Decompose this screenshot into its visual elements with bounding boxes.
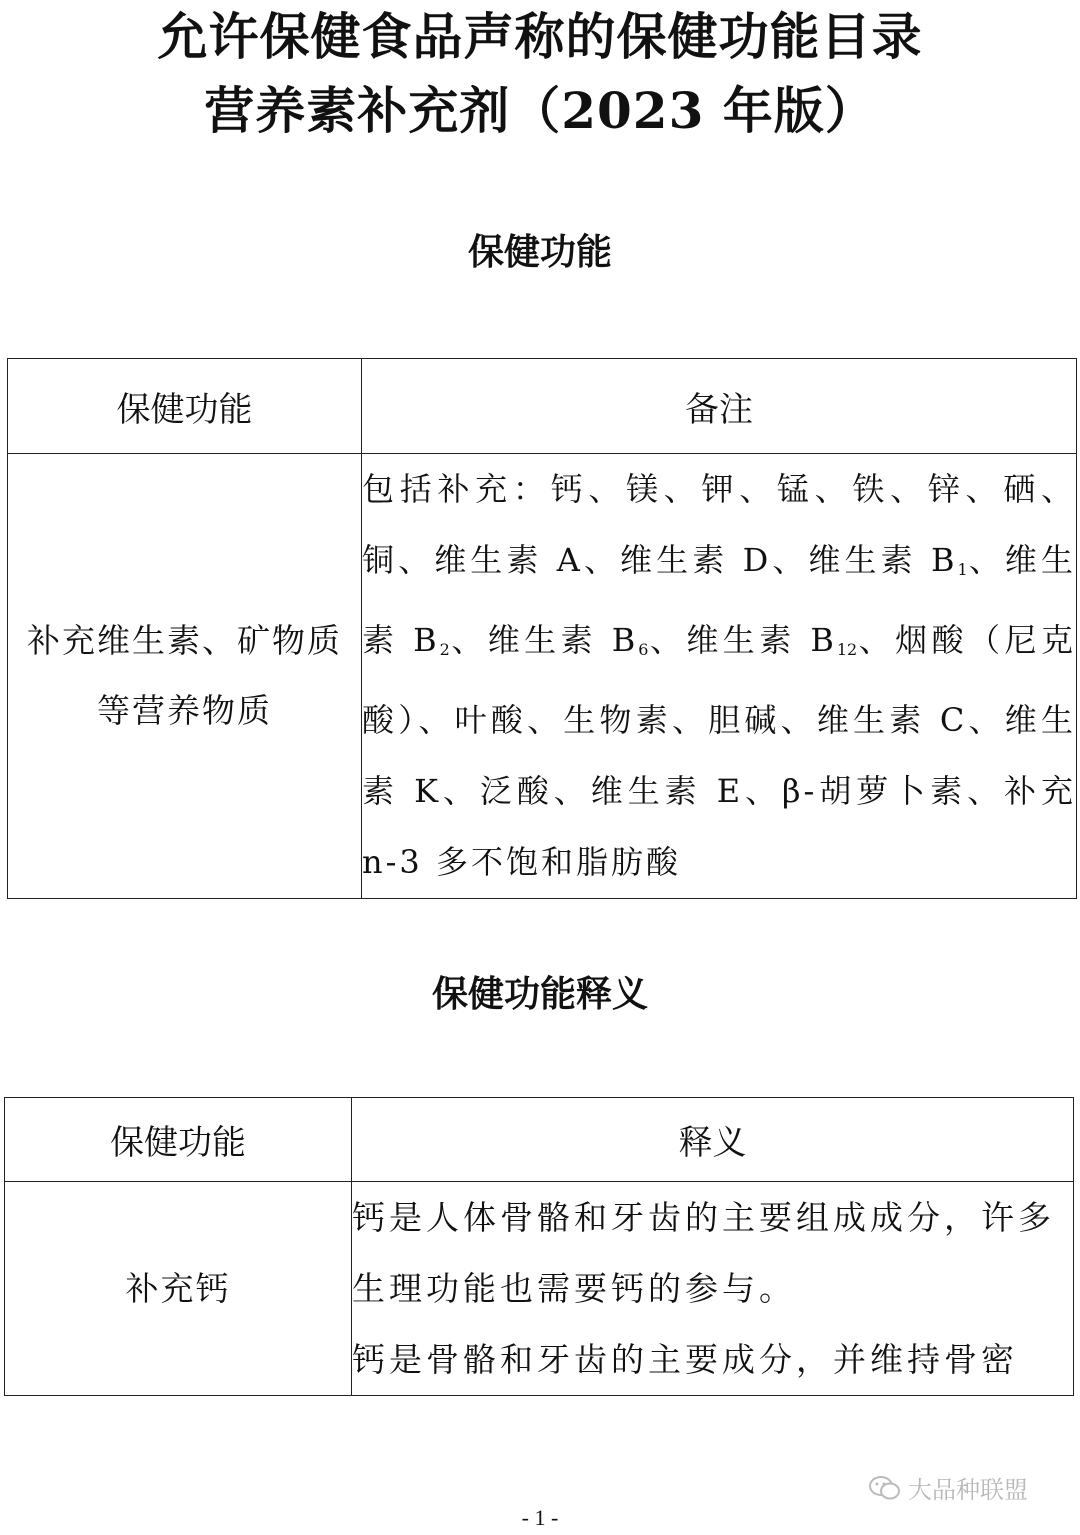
- header-function: 保健功能: [5, 1098, 352, 1182]
- wechat-icon: [868, 1474, 902, 1502]
- definition-paragraph: 钙是骨骼和牙齿的主要成分，并维持骨密: [352, 1340, 1018, 1379]
- remark-cell: [362, 454, 1077, 899]
- functions-table: [7, 358, 1077, 899]
- page-number: - 1 -: [521, 1505, 559, 1530]
- header-remark: 备注: [362, 359, 1077, 454]
- definition-cell: [352, 1182, 1074, 1396]
- definition-paragraph: 钙是人体骨骼和牙齿的主要组成成分，许多生理功能也需要钙的参与。: [352, 1198, 1055, 1308]
- document-subtitle: 营养素补充剂（2023 年版）: [204, 81, 876, 140]
- function-line: 补充维生素、矿物质: [27, 621, 342, 660]
- remark-text: 包括补充：钙、镁、钾、锰、铁、锌、硒、铜、维生素 A、维生素 D、维生素 B: [362, 470, 1076, 579]
- watermark: [868, 1470, 1028, 1505]
- remark-text: 、维生素 B: [648, 621, 837, 659]
- document-title: 允许保健食品声称的保健功能目录: [157, 7, 923, 66]
- remark-text: 、烟酸（尼克酸）、叶酸、生物素、胆碱、维生素 C、维生素 K、泛酸、维生素 E、β-胡萝卜素、补充 n-3 多不饱和脂肪酸: [362, 621, 1076, 881]
- watermark-text: 大品种联盟: [908, 1476, 1028, 1504]
- definitions-table: [4, 1097, 1074, 1396]
- function-cell: [8, 454, 362, 899]
- subscript: 1: [957, 560, 968, 579]
- section-heading-functions: 保健功能: [467, 231, 612, 273]
- table-header-row: [8, 359, 1077, 454]
- table-header-row: [5, 1098, 1074, 1182]
- function-cell: 补充钙: [5, 1182, 352, 1396]
- remark-text: 、维生素 B: [362, 541, 1076, 659]
- subscript: 2: [439, 640, 450, 659]
- subscript: 6: [638, 640, 649, 659]
- table-row: [5, 1182, 1074, 1396]
- header-definition: 释义: [352, 1098, 1074, 1182]
- header-function: 保健功能: [8, 359, 362, 454]
- remark-text: 、维生素 B: [449, 621, 639, 659]
- function-line: 等营养物质: [97, 691, 272, 730]
- subscript: 12: [836, 640, 858, 659]
- table-row: [8, 454, 1077, 899]
- section-heading-definitions: 保健功能释义: [431, 973, 648, 1015]
